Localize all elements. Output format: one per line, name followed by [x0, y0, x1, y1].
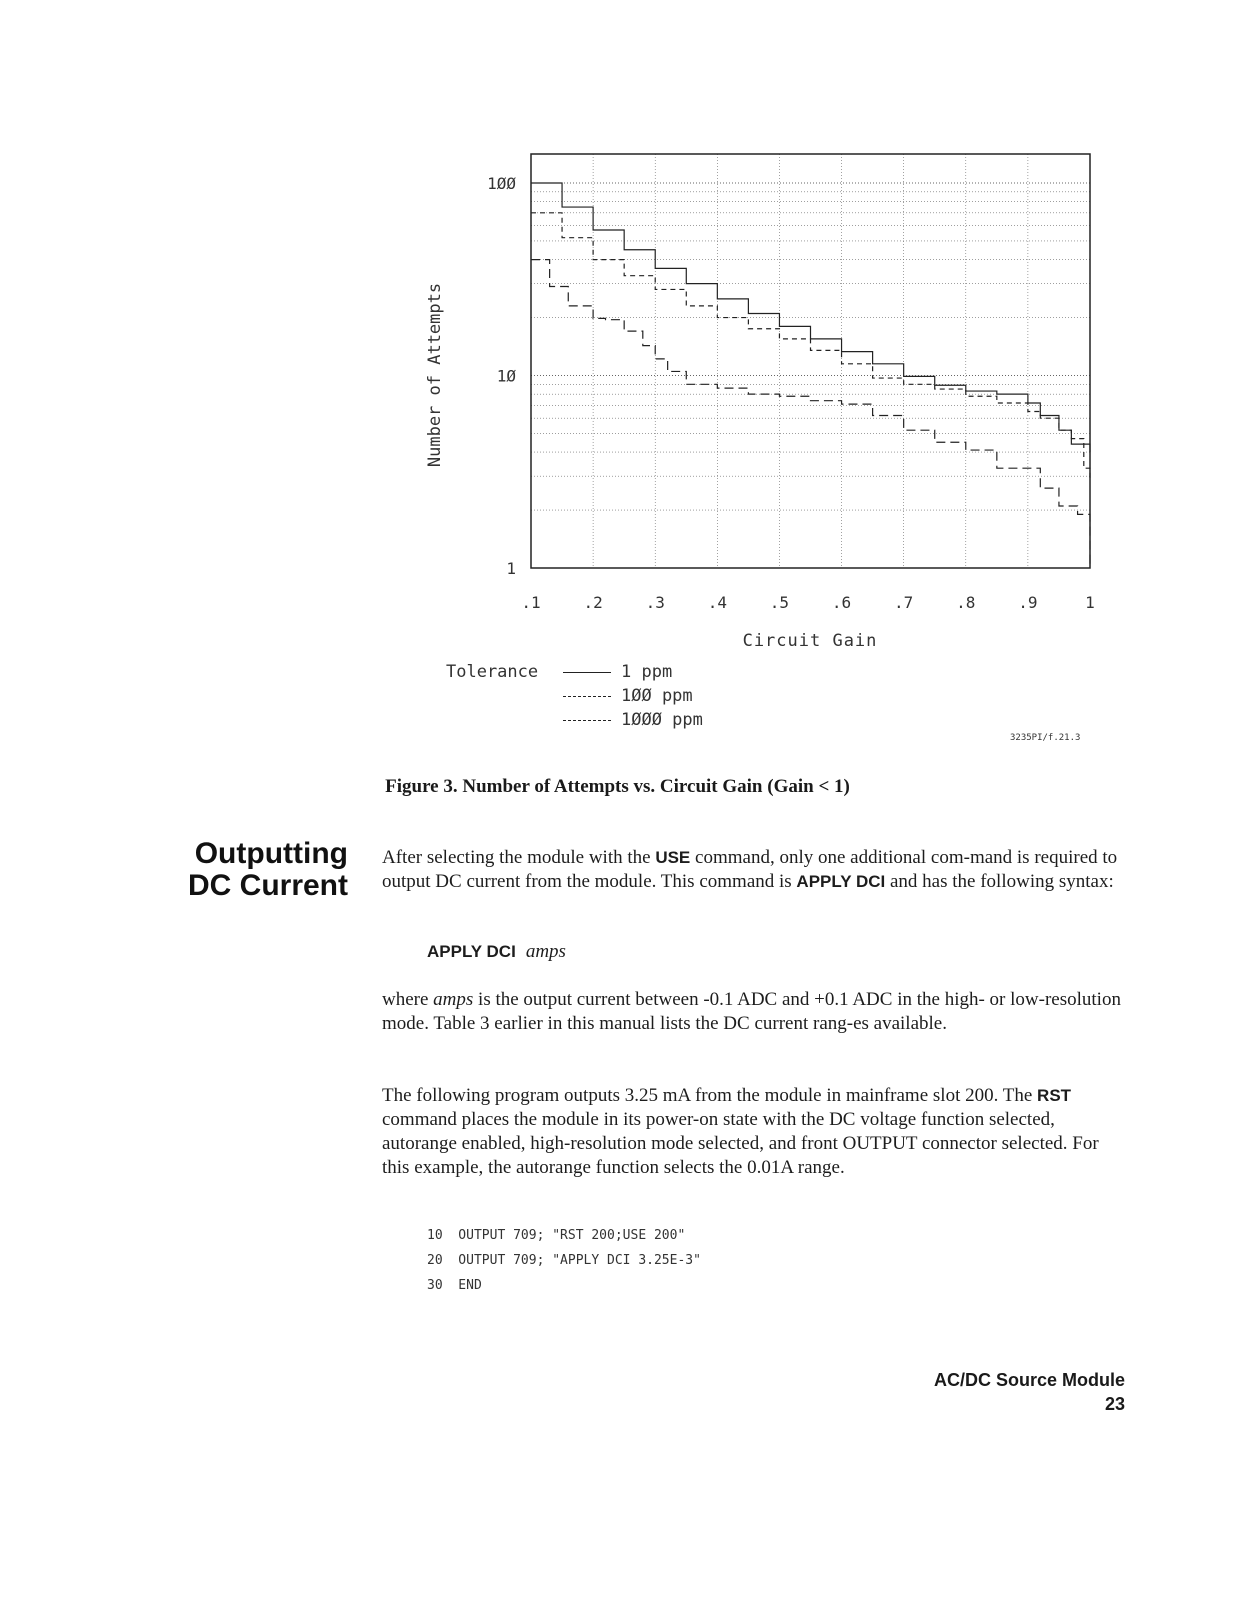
x-tick-labels: [521, 593, 1094, 612]
footer-title: AC/DC Source Module: [933, 1370, 1125, 1390]
plot-frame: [531, 154, 1090, 568]
paragraph-amps: [382, 988, 1127, 1036]
y-tick-label: 1ØØ: [487, 174, 516, 193]
legend-title: Tolerance: [446, 662, 539, 682]
syntax-argument: amps: [525, 941, 566, 962]
code-line: 10 OUTPUT 709; "RST 200;USE 200": [427, 1228, 686, 1243]
y-tick-label: 1: [506, 559, 516, 578]
x-tick-label: .2: [583, 593, 603, 612]
code-line: 30 END: [427, 1278, 482, 1293]
x-tick-label: .4: [707, 593, 727, 612]
legend-entry: 1ØØØ ppm: [621, 710, 703, 730]
legend-swatch-longdash: [563, 720, 611, 721]
chart-grid: [531, 154, 1090, 568]
text-run: The following program outputs 3.25 mA from the module in mainframe slot 200. The: [382, 1085, 1038, 1106]
x-tick-label: .8: [956, 593, 976, 612]
x-tick-label: .5: [769, 593, 790, 612]
legend-entry: 1 ppm: [621, 662, 673, 682]
y-tick-label: 1Ø: [496, 366, 516, 386]
x-tick-label: .3: [645, 593, 665, 612]
legend-swatch-dashed: [563, 696, 611, 697]
legend-entry: 1ØØ ppm: [621, 686, 693, 706]
syntax-command: APPLY DCI: [427, 942, 516, 961]
text-run: command places the module in its power-on state with the DC voltage function selected, autorange enabled, high-resolution mode selected, and front OUTPUT connector selected. For this example, the autorange function selects the 0.01A range.: [382, 1109, 1099, 1178]
code-line: 20 OUTPUT 709; "APPLY DCI 3.25E-3": [427, 1253, 701, 1268]
text-run: is the output current between -0.1 ADC and +0.1 ADC in the high- or low-resolution mode. Table 3 earlier in this manual lists the DC current rang-es available.: [382, 989, 1121, 1034]
text-run: and has the following syntax:: [885, 871, 1114, 892]
x-tick-label: .7: [894, 593, 914, 612]
series-line: [531, 213, 1090, 482]
keyword-use: USE: [655, 848, 691, 867]
figure-caption: Figure 3. Number of Attempts vs. Circuit Gain (Gain < 1): [385, 776, 850, 797]
legend-swatch-solid: [563, 672, 611, 673]
x-tick-label: .6: [831, 593, 852, 612]
x-tick-label: .1: [521, 593, 541, 612]
section-heading-line: Outputting: [194, 837, 348, 870]
series-line: [531, 260, 1090, 568]
argument-amps: amps: [433, 989, 474, 1010]
text-run: command, only one additional com-mand is required to output DC current from the module. This command is: [382, 847, 1118, 892]
text-run: After selecting the module with the: [382, 847, 656, 868]
page-number: 23: [1104, 1394, 1125, 1414]
chart-figure: [0, 0, 1235, 760]
x-axis-label: Circuit Gain: [742, 631, 878, 651]
paragraph-intro: [382, 846, 1127, 894]
figure-reference: 3235PI/f.21.3: [1010, 733, 1081, 743]
x-tick-label: .9: [1018, 593, 1038, 612]
y-tick-labels: [487, 174, 516, 578]
paragraph-program: [382, 1084, 1127, 1180]
y-axis-label: Number of Attempts: [425, 282, 445, 468]
syntax-line: [427, 940, 566, 964]
section-heading: [150, 838, 348, 902]
text-run: where: [382, 989, 434, 1010]
keyword-rst: RST: [1037, 1086, 1072, 1105]
section-heading-line: DC Current: [187, 869, 348, 902]
x-tick-label: 1: [1085, 593, 1095, 612]
keyword-apply-dci: APPLY DCI: [796, 872, 886, 891]
